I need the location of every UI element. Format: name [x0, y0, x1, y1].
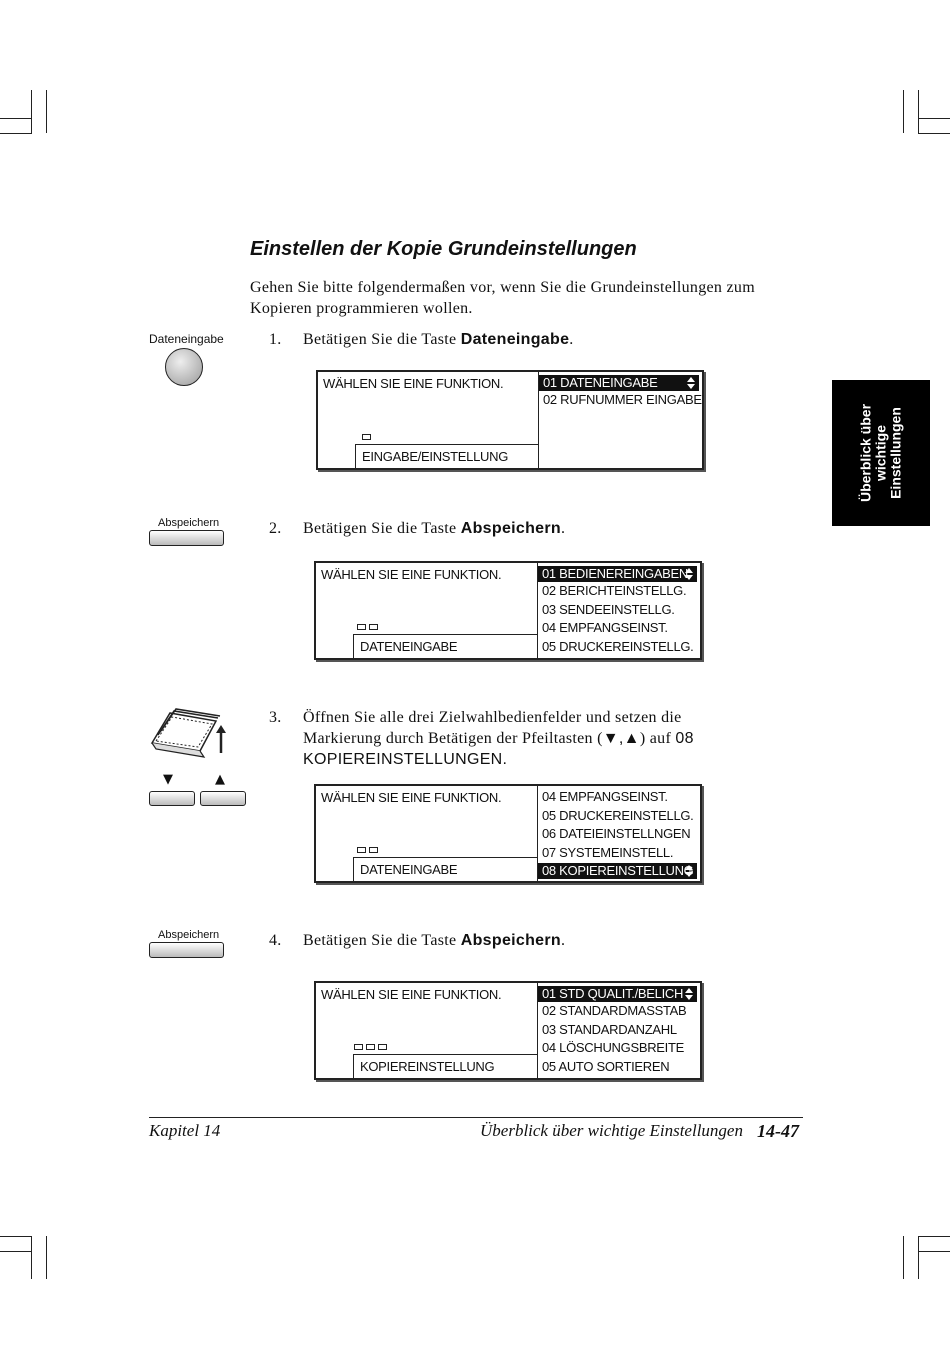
down-arrow-icon: ▼ — [163, 772, 173, 787]
lcd-header: WÄHLEN SIE EINE FUNKTION. — [323, 376, 504, 391]
step-2: 2. Betätigen Sie die Taste Abspeichern. — [269, 520, 566, 537]
step-4: 4. Betätigen Sie die Taste Abspeichern. — [269, 932, 566, 949]
arrow-key-labels — [163, 772, 225, 787]
abspeichern-key-icon[interactable] — [149, 530, 224, 546]
key-name: Dateneingabe — [460, 331, 570, 348]
step-1: 1. Betätigen Sie die Taste Dateneingabe. — [269, 331, 574, 348]
section-title: Einstellen der Kopie Grundeinstellungen — [250, 238, 637, 260]
up-arrow-icon: ▲ — [215, 772, 225, 787]
lcd-menu-item-selected[interactable]: 01 DATENEINGABE — [539, 375, 699, 391]
lcd-menu-list — [537, 983, 700, 1077]
crop-mark — [0, 118, 32, 119]
lcd-footer-box: EINGABE/EINSTELLUNG — [355, 444, 538, 468]
crop-mark — [918, 1251, 950, 1252]
abspeichern-key-label: Abspeichern — [158, 517, 220, 529]
level-indicator — [362, 434, 371, 440]
lcd-menu-item[interactable]: 02 BERICHTEINSTELLG. — [542, 583, 687, 598]
lcd-menu-item[interactable]: 04 EMPFANGSEINST. — [542, 789, 668, 804]
lcd-footer-box: KOPIEREINSTELLUNG — [353, 1054, 537, 1078]
dateneingabe-key-label: Dateneingabe — [149, 332, 224, 346]
lcd-menu-item-selected[interactable]: 01 STD QUALIT./BELICH — [538, 986, 697, 1002]
crop-mark — [918, 1236, 919, 1279]
crop-mark — [0, 1251, 32, 1252]
lcd-menu-list — [537, 563, 700, 657]
abspeichern-key-label: Abspeichern — [158, 929, 220, 941]
footer-rule — [149, 1117, 803, 1118]
lcd-menu-item[interactable]: 05 DRUCKEREINSTELLG. — [542, 807, 694, 823]
crop-mark — [918, 118, 950, 119]
lcd-menu-item[interactable]: 06 DATEIEINSTELLNGEN — [542, 826, 691, 842]
lcd-menu-item[interactable]: 02 RUFNUMMER EINGABE — [543, 392, 702, 407]
lcd-menu-item[interactable]: 04 EMPFANGSEINST. — [542, 620, 668, 636]
footer-section-title: Überblick über wichtige Einstellungen — [480, 1121, 743, 1140]
step-3: 3. Öffnen Sie alle drei Zielwahlbedienfelder und setzen die Markierung durch Betätigen der Pfeiltasten (▼,▲) auf 08 KOPIEREINSTELLUNGEN. — [269, 709, 694, 768]
chapter-side-tab — [832, 380, 930, 526]
up-down-arrow-icon — [685, 568, 693, 580]
up-down-arrow-icon — [687, 377, 695, 389]
crop-mark — [918, 133, 950, 134]
lcd-footer-box: DATENEINGABE — [353, 857, 537, 881]
lcd-menu-item[interactable]: 05 DRUCKEREINSTELLG. — [542, 639, 694, 655]
crop-mark — [0, 1236, 32, 1237]
lcd-footer-box: DATENEINGABE — [353, 634, 537, 658]
footer-chapter: Kapitel 14 — [149, 1121, 221, 1140]
crop-mark — [918, 1236, 950, 1237]
lcd-display-2: WÄHLEN SIE EINE FUNKTION. DATENEINGABE 01 BEDIENEREINGABEN 02 BERICHTEINSTELLG. 03 SENDEEINSTELLG. 04 EMPFANGSEINST. 05 DRUCKEREINSTELLG. — [314, 561, 702, 660]
level-indicator — [354, 1044, 387, 1050]
lcd-menu-item-selected[interactable]: 08 KOPIEREINSTELLUNG — [538, 863, 697, 879]
lcd-menu-item[interactable]: 04 LÖSCHUNGSBREITE — [542, 1040, 684, 1056]
lcd-menu-item[interactable]: 02 STANDARDMASSTAB — [542, 1003, 687, 1018]
lcd-menu-item[interactable]: 03 STANDARDANZAHL — [542, 1021, 677, 1037]
crop-mark — [903, 90, 904, 133]
up-down-arrow-icon — [685, 865, 693, 877]
dateneingabe-key-icon[interactable] — [165, 348, 203, 386]
lcd-display-4: WÄHLEN SIE EINE FUNKTION. KOPIEREINSTELLUNG 01 STD QUALIT./BELICH 02 STANDARDMASSTAB 03 STANDARDANZAHL 04 LÖSCHUNGSBREITE 05 AUTO SORTIEREN — [314, 981, 702, 1080]
abspeichern-key-icon[interactable] — [149, 942, 224, 958]
page-number: 14-47 — [757, 1121, 799, 1141]
crop-mark — [0, 133, 32, 134]
key-name: Abspeichern — [460, 520, 561, 537]
lcd-menu-item[interactable]: 03 SENDEEINSTELLG. — [542, 601, 675, 617]
crop-mark — [31, 90, 32, 133]
crop-mark — [903, 1236, 904, 1279]
level-indicator — [357, 624, 378, 630]
crop-mark — [31, 1236, 32, 1279]
up-arrow-key[interactable] — [200, 791, 246, 806]
up-down-arrow-icon — [685, 988, 693, 1000]
lcd-menu-item[interactable]: 05 AUTO SORTIEREN — [542, 1059, 670, 1075]
crop-mark — [918, 90, 919, 133]
one-touch-panel-icon — [148, 707, 230, 759]
level-indicator — [357, 847, 378, 853]
lcd-menu-list — [537, 788, 700, 879]
side-tab-text: Überblick über wichtige Einstellungen — [857, 403, 904, 503]
key-name: Abspeichern — [460, 932, 561, 949]
lcd-menu-list — [538, 372, 702, 410]
step-number: 1. — [269, 331, 282, 348]
arrow-symbols: ▼,▲ — [602, 730, 640, 747]
crop-mark — [46, 1236, 47, 1279]
lcd-menu-item-selected[interactable]: 01 BEDIENEREINGABEN — [538, 566, 697, 582]
down-arrow-key[interactable] — [149, 791, 195, 806]
crop-mark — [46, 90, 47, 133]
lcd-display-1 — [316, 370, 704, 470]
intro-paragraph: Gehen Sie bitte folgendermaßen vor, wenn Sie die Grundeinstellungen zum Kopieren programmieren wollen. — [250, 279, 755, 317]
lcd-display-3: WÄHLEN SIE EINE FUNKTION. DATENEINGABE 04 EMPFANGSEINST. 05 DRUCKEREINSTELLG. 06 DATEIEINSTELLNGEN 07 SYSTEMEINSTELL. 08 KOPIEREINSTELLUNG — [314, 784, 702, 883]
lcd-menu-item[interactable]: 07 SYSTEMEINSTELL. — [542, 845, 674, 861]
